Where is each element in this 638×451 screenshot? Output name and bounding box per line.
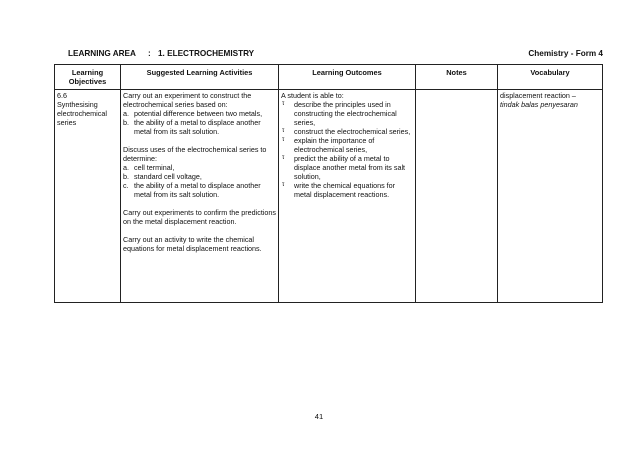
header-learning-outcomes: Learning Outcomes [279, 65, 416, 90]
item-text: the ability of a metal to displace another metal from its salt solution. [134, 118, 261, 136]
table-row [55, 90, 603, 303]
outcomes-cell [279, 90, 416, 303]
bullet-icon: τ [282, 101, 285, 107]
item-text: potential difference between two metals, [134, 109, 263, 118]
objective-number: 6.6 [57, 91, 67, 100]
activity-text: Carry out experiments to confirm the predictions on the metal displacement reaction. [123, 208, 276, 226]
activity-item [123, 109, 276, 118]
header-notes: Notes [416, 65, 498, 90]
activity-item [123, 163, 276, 172]
activity-block [123, 145, 276, 199]
activity-text: Carry out an experiment to construct the electrochemical series based on: [123, 91, 252, 109]
outcome-item [281, 127, 413, 136]
vocabulary-cell [498, 90, 603, 303]
bullet-icon: τ [282, 182, 285, 188]
objective-line: series [57, 118, 77, 127]
header-vocabulary: Vocabulary [498, 65, 603, 90]
item-label: a. [123, 163, 129, 172]
header-separator: : [148, 49, 151, 58]
activity-text: Discuss uses of the electrochemical series to determine: [123, 145, 267, 163]
item-text: the ability of a metal to displace another metal from its salt solution. [134, 181, 261, 199]
syllabus-table [54, 64, 603, 303]
outcome-text: write the chemical equations for metal displacement reactions. [294, 181, 396, 199]
outcome-text: construct the electrochemical series, [294, 127, 411, 136]
outcome-text: explain the importance of electrochemical series, [294, 136, 375, 154]
table-header-row [55, 65, 603, 90]
learning-objectives-cell [55, 90, 121, 303]
bullet-icon: τ [282, 128, 285, 134]
item-label: a. [123, 109, 129, 118]
item-label: b. [123, 172, 129, 181]
outcome-text: describe the principles used in constructing the electrochemical series, [294, 100, 397, 127]
vocabulary-translation: tindak balas penyesaran [500, 100, 578, 109]
item-text: standard cell voltage, [134, 172, 202, 181]
header-learning-objectives: Learning Objectives [55, 65, 121, 90]
outcome-item [281, 100, 413, 127]
notes-cell [416, 90, 498, 303]
outcome-item [281, 181, 413, 199]
activity-item [123, 118, 276, 136]
outcome-text: predict the ability of a metal to displace another metal from its salt solution, [294, 154, 406, 181]
activities-cell [121, 90, 279, 303]
page-number: 41 [314, 412, 324, 421]
vocabulary-term: displacement reaction – [500, 91, 576, 100]
activity-item [123, 172, 276, 181]
outcomes-intro: A student is able to: [281, 91, 344, 100]
objective-line: electrochemical [57, 109, 107, 118]
learning-area-label: LEARNING AREA [68, 49, 136, 58]
subject-form: Chemistry - Form 4 [528, 49, 603, 58]
activity-item [123, 181, 276, 199]
outcome-item [281, 154, 413, 181]
activity-block [123, 91, 276, 136]
item-label: b. [123, 118, 129, 127]
bullet-icon: τ [282, 155, 285, 161]
objective-line: Synthesising [57, 100, 98, 109]
header-suggested-activities: Suggested Learning Activities [121, 65, 279, 90]
outcome-item [281, 136, 413, 154]
page-header [68, 49, 603, 63]
item-label: c. [123, 181, 129, 190]
activity-text: Carry out an activity to write the chemical equations for metal displacement reactions. [123, 235, 262, 253]
learning-area-topic: 1. ELECTROCHEMISTRY [158, 49, 255, 58]
bullet-icon: τ [282, 137, 285, 143]
item-text: cell terminal, [134, 163, 175, 172]
